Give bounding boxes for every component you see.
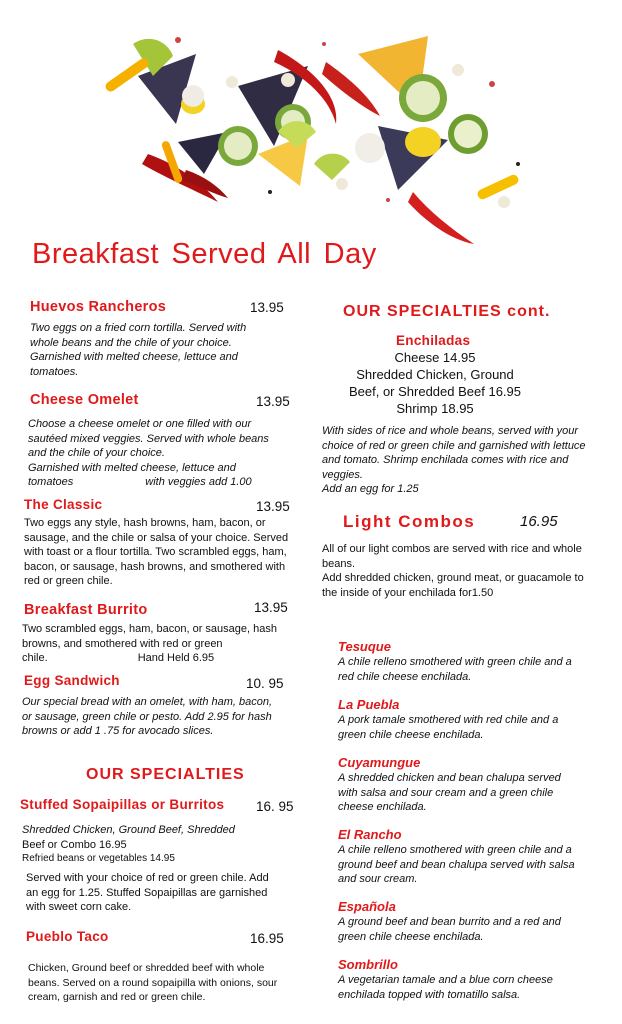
enchiladas-options: [326, 349, 544, 417]
item-price-the-classic: 13.95: [256, 499, 290, 514]
item-price-huevos-rancheros: 13.95: [250, 300, 284, 315]
page-title: Breakfast Served All Day: [32, 238, 377, 270]
item-desc-the-classic: Two eggs any style, hash browns, ham, bacon, or sausage, and the chile or salsa of your choice. Served with toast or a flour tortilla. Two scrambled eggs, ham, bacon, or sausage, hash browns, and smothered with red or green chile.: [24, 517, 289, 587]
item-desc-sopaipillas: Served with your choice of red or green chile. Add an egg for 1.25. Stuffed Sopaipillas are garnished with sweet corn cake.: [26, 872, 269, 913]
item-title-cheese-omelet: Cheese Omelet: [30, 392, 139, 408]
combo-title-tesuque: Tesuque: [338, 639, 391, 654]
enchiladas-option-shredded: Shredded Chicken, Ground: [356, 367, 514, 382]
sopaipillas-option-line3: Refried beans or vegetables 14.95: [22, 853, 175, 864]
sopaipillas-option-line2: Beef or Combo 16.95: [22, 838, 127, 851]
enchiladas-option-beef: Beef, or Shredded Beef 16.95: [348, 384, 521, 399]
item-title-egg-sandwich: Egg Sandwich: [24, 673, 120, 688]
item-price-breakfast-burrito: 13.95: [254, 600, 288, 615]
combo-desc-la-puebla: A pork tamale smothered with red chile and a green chile cheese enchilada.: [338, 714, 559, 741]
item-desc-huevos-rancheros: Two eggs on a fried corn tortilla. Served with whole beans and the chile of your choice. Garnished with melted cheese, lettuce and tomatoes.: [30, 322, 247, 378]
item-desc-egg-sandwich: Our special bread with an omelet, with ham, bacon, or sausage, green chile or pesto. Add 2.95 for hash browns or add 1 .75 for avocado slices.: [22, 696, 273, 737]
combo-desc-el-rancho: A chile relleno smothered with green chile and a ground beef and bean chalupa served with salsa and sour cream.: [338, 844, 575, 885]
combo-title-sombrillo: Sombrillo: [338, 957, 398, 972]
item-price-cheese-omelet: 13.95: [256, 394, 290, 409]
enchiladas-option-cheese: Cheese 14.95: [394, 350, 476, 365]
item-desc-light-combos: [322, 542, 590, 600]
combo-title-la-puebla: La Puebla: [338, 697, 400, 712]
light-combos-desc-line1: All of our light combos are served with rice and whole beans.: [322, 543, 582, 570]
item-desc-enchiladas: [322, 424, 586, 497]
item-price-stuffed-sopaipillas: 16. 95: [256, 799, 294, 814]
item-price-light-combos: 16.95: [520, 513, 558, 530]
combo-title-cuyamungue: Cuyamungue: [338, 755, 421, 770]
combo-desc-espanola: A ground beef and bean burrito and a red and green chile cheese enchilada.: [338, 916, 561, 943]
item-desc-breakfast-burrito-text: Two scrambled eggs, ham, bacon, or sausage, hash browns, and smothered with red or green: [22, 623, 277, 650]
combo-title-espanola: Española: [338, 899, 396, 914]
item-desc-cheese-omelet-tomatoes-word: tomatoes: [28, 476, 74, 488]
item-title-breakfast-burrito: Breakfast Burrito: [24, 602, 148, 618]
section-heading-specialties-cont: OUR SPECIALTIES cont.: [343, 303, 551, 320]
item-desc-sopaipillas-options: [22, 823, 292, 867]
item-desc-cheese-omelet-tomatoes: [28, 475, 290, 490]
item-title-huevos-rancheros: Huevos Rancheros: [30, 299, 167, 315]
item-desc-breakfast-burrito-end: [22, 651, 277, 666]
item-title-light-combos: Light Combos: [343, 512, 476, 531]
item-desc-breakfast-burrito-chile: chile.: [22, 652, 48, 664]
section-heading-our-specialties: OUR SPECIALTIES: [86, 766, 245, 783]
combo-desc-tesuque: A chile relleno smothered with green chile and a red chile cheese enchilada.: [338, 656, 572, 683]
light-combos-desc-line2: Add shredded chicken, ground meat, or guacamole to the inside of your enchilada for1.50: [322, 572, 584, 599]
item-price-pueblo-taco: 16.95: [250, 931, 284, 946]
item-title-pueblo-taco: Pueblo Taco: [26, 929, 109, 944]
item-desc-cheese-omelet-veggies: with veggies add 1.00: [145, 476, 252, 488]
item-price-egg-sandwich: 10. 95: [246, 676, 284, 691]
item-desc-enchiladas-text: With sides of rice and whole beans, served with your choice of red or green chile and garnished with lettuce and tomato. Shrimp enchilada comes with rice and veggies.: [322, 425, 586, 481]
enchiladas-option-shrimp: Shrimp 18.95: [396, 401, 474, 416]
item-title-enchiladas: Enchiladas: [396, 333, 471, 348]
item-title-the-classic: The Classic: [24, 497, 103, 512]
item-desc-cheese-omelet-garnish: Garnished with melted cheese, lettuce and: [28, 461, 236, 474]
item-title-stuffed-sopaipillas: Stuffed Sopaipillas or Burritos: [20, 797, 225, 812]
item-desc-breakfast-burrito: [22, 622, 277, 666]
item-desc-cheese-omelet-text: Choose a cheese omelet or one filled with our sautéed mixed veggies. Served with whole beans and the chile of your choice.: [28, 418, 269, 459]
combo-desc-cuyamungue: A shredded chicken and bean chalupa served with salsa and sour cream and a green chile cheese enchilada.: [338, 772, 561, 813]
item-desc-enchiladas-egg: Add an egg for 1.25: [322, 483, 419, 495]
item-desc-cheese-omelet: [28, 417, 290, 490]
combo-title-el-rancho: El Rancho: [338, 827, 402, 842]
combo-desc-sombrillo: A vegetarian tamale and a blue corn cheese enchilada topped with tomatillo salsa.: [338, 974, 553, 1001]
sopaipillas-option-line1: Shredded Chicken, Ground Beef, Shredded: [22, 824, 235, 836]
item-desc-breakfast-burrito-handheld: Hand Held 6.95: [137, 652, 215, 664]
food-ingredients-illustration: [78, 14, 548, 254]
item-desc-pueblo-taco: Chicken, Ground beef or shredded beef with whole beans. Served on a round sopaipilla with onions, sour cream, garnish and red or green chile.: [28, 962, 278, 1003]
